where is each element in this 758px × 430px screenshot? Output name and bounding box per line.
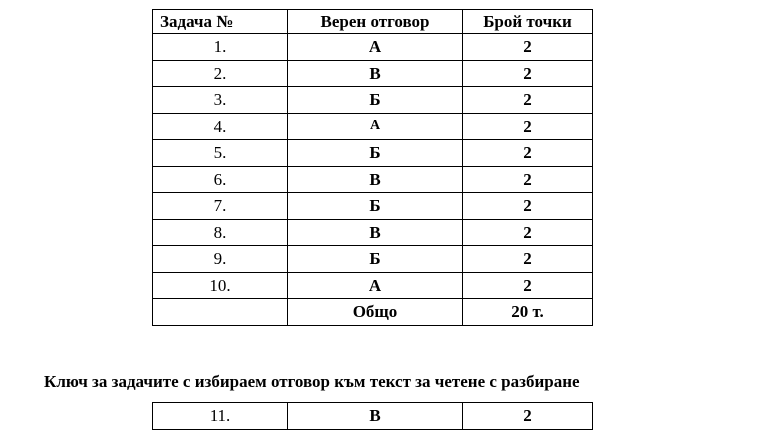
correct-answer: Б	[288, 87, 463, 114]
header-task-number: Задача №	[153, 10, 288, 34]
correct-answer: В	[288, 403, 463, 430]
correct-answer: А	[288, 113, 463, 140]
task-number: 6.	[153, 166, 288, 193]
points: 2	[463, 219, 593, 246]
points: 2	[463, 87, 593, 114]
points: 2	[463, 246, 593, 273]
table-row	[153, 87, 593, 114]
points: 2	[463, 60, 593, 87]
task-number: 8.	[153, 219, 288, 246]
table-row	[153, 113, 593, 140]
table-row	[153, 272, 593, 299]
points: 2	[463, 166, 593, 193]
correct-answer: В	[288, 219, 463, 246]
table-row	[153, 34, 593, 61]
task-number: 9.	[153, 246, 288, 273]
points: 2	[463, 272, 593, 299]
table-row	[153, 403, 593, 430]
correct-answer: А	[288, 272, 463, 299]
points: 2	[463, 34, 593, 61]
total-label: Общо	[288, 299, 463, 326]
reading-answer-key-table	[152, 402, 593, 430]
correct-answer: Б	[288, 140, 463, 167]
correct-answer: Б	[288, 246, 463, 273]
total-row	[153, 299, 593, 326]
header-points: Брой точки	[463, 10, 593, 34]
header-correct-answer: Верен отговор	[288, 10, 463, 34]
task-number: 10.	[153, 272, 288, 299]
table-row	[153, 140, 593, 167]
task-number: 4.	[153, 113, 288, 140]
task-number: 3.	[153, 87, 288, 114]
task-number: 7.	[153, 193, 288, 220]
table-row	[153, 60, 593, 87]
points: 2	[463, 193, 593, 220]
points: 2	[463, 403, 593, 430]
empty-cell	[153, 299, 288, 326]
correct-answer: В	[288, 166, 463, 193]
table-row	[153, 219, 593, 246]
table-row	[153, 193, 593, 220]
header-row	[153, 10, 593, 34]
task-number: 1.	[153, 34, 288, 61]
section-heading: Ключ за задачите с избираем отговор към текст за четене с разбиране	[44, 372, 580, 391]
correct-answer: А	[288, 34, 463, 61]
task-number: 11.	[153, 403, 288, 430]
table-row	[153, 246, 593, 273]
task-number: 2.	[153, 60, 288, 87]
answer-key-table	[152, 9, 593, 326]
total-value: 20 т.	[463, 299, 593, 326]
task-number: 5.	[153, 140, 288, 167]
correct-answer: Б	[288, 193, 463, 220]
points: 2	[463, 140, 593, 167]
table-row	[153, 166, 593, 193]
correct-answer: В	[288, 60, 463, 87]
points: 2	[463, 113, 593, 140]
